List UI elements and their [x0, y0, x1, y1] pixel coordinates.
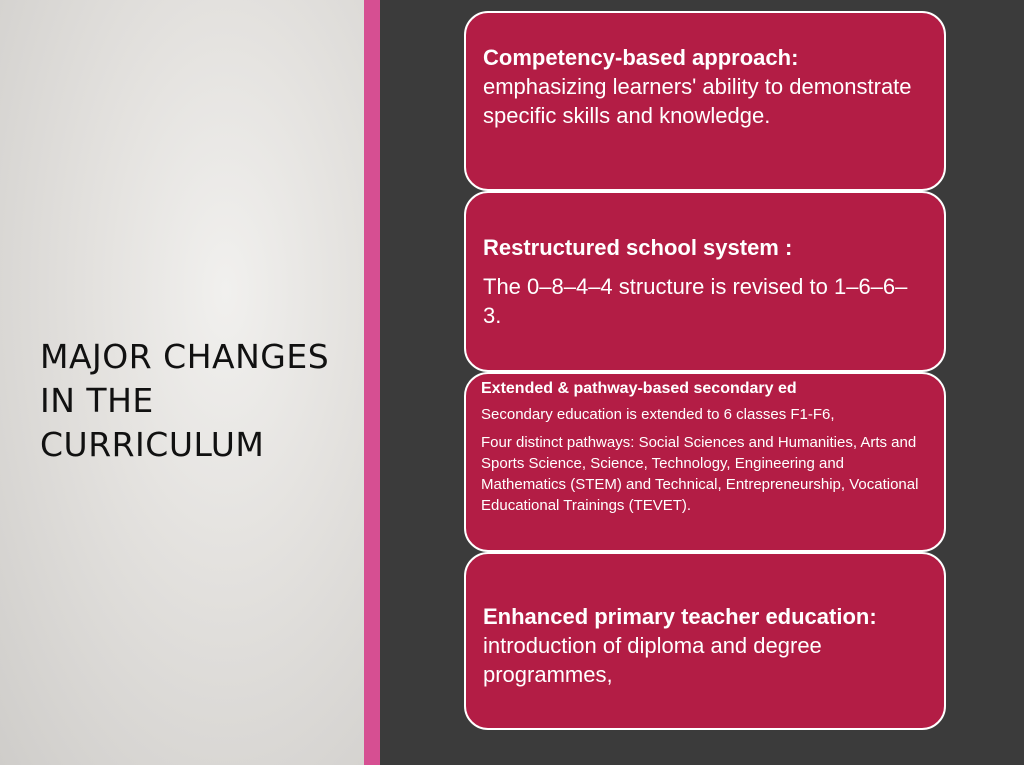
slide-title: MAJOR CHANGES IN THE CURRICULUM — [40, 337, 330, 464]
box-line-secondary-extension: Secondary education is extended to 6 classes F1-F6, — [481, 406, 835, 423]
box-heading: Competency-based approach: — [483, 45, 799, 70]
box-body: emphasizing learners' ability to demonstrate specific skills and knowledge. — [483, 74, 912, 128]
box-heading: Restructured school system : — [483, 235, 793, 260]
box-enhanced-teacher-education — [464, 552, 946, 730]
box-extended-secondary-education — [464, 372, 946, 552]
box-heading: Enhanced primary teacher education: — [483, 604, 877, 629]
box-line-pathways: Four distinct pathways: Social Sciences and Humanities, Arts and Sports Science, Science, Technology, Engineering and Mathematics (STEM) and Technical, Entrepreneurship, Vocational Educational Trainings (TEVET). — [481, 434, 919, 514]
box-body: introduction of diploma and degree programmes, — [483, 633, 822, 687]
box-restructured-school-system — [464, 191, 946, 372]
box-heading: Extended & pathway-based secondary ed — [481, 380, 797, 397]
box-text — [483, 602, 924, 689]
box-body: The 0–8–4–4 structure is revised to 1–6–6–3. — [483, 274, 908, 328]
title-panel — [0, 0, 364, 765]
box-text — [483, 43, 924, 130]
accent-bar — [364, 0, 380, 765]
box-competency-based-approach — [464, 11, 946, 191]
